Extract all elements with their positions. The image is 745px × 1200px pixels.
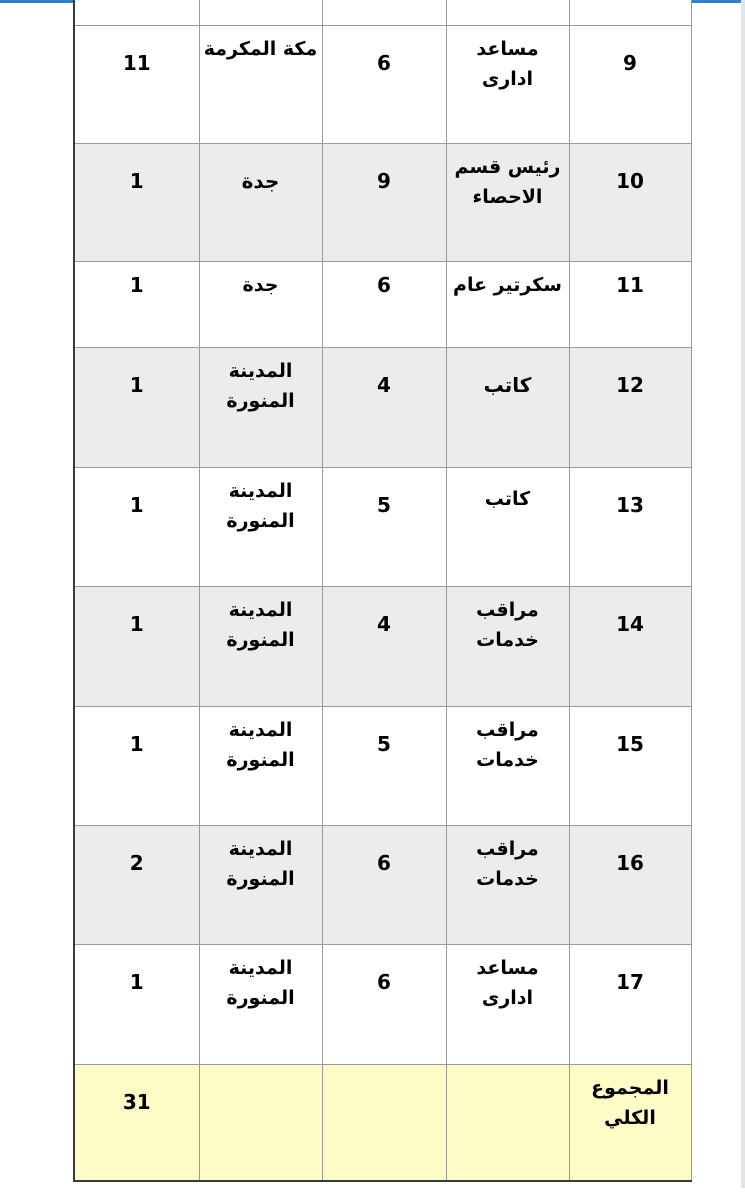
city-cell: المدينة المنورة	[199, 707, 322, 826]
count-cell: 2	[74, 826, 199, 945]
count-cell: 1	[74, 707, 199, 826]
table-row	[74, 144, 691, 262]
table-row	[74, 826, 691, 945]
count-cell: 1	[74, 348, 199, 468]
table-cell	[446, 0, 569, 26]
page-bottom-margin	[0, 1188, 745, 1200]
city-cell: المدينة المنورة	[199, 945, 322, 1065]
job-title-cell: كاتب	[446, 468, 569, 587]
grade-cell: 5	[322, 707, 446, 826]
table-row	[74, 468, 691, 587]
table-cell	[322, 0, 446, 26]
table-row	[74, 945, 691, 1065]
job-title-cell: مساعد ادارى	[446, 26, 569, 144]
job-title-cell: سكرتير عام	[446, 262, 569, 348]
city-cell: جدة	[199, 262, 322, 348]
grade-cell: 9	[322, 144, 446, 262]
scroll-edge	[741, 0, 745, 1200]
grade-cell: 4	[322, 587, 446, 707]
grade-cell: 5	[322, 468, 446, 587]
grade-cell: 6	[322, 945, 446, 1065]
table-cell	[446, 1065, 569, 1181]
table-row-partial	[74, 0, 691, 26]
table-row	[74, 26, 691, 144]
count-cell: 1	[74, 144, 199, 262]
grade-cell: 6	[322, 262, 446, 348]
grade-cell: 6	[322, 26, 446, 144]
job-title-cell: رئيس قسم الاحصاء	[446, 144, 569, 262]
row-number-cell: 9	[569, 26, 691, 144]
count-cell: 1	[74, 262, 199, 348]
job-title-cell: مراقب خدمات	[446, 707, 569, 826]
table-cell	[199, 1065, 322, 1181]
table-cell	[199, 0, 322, 26]
table-cell	[322, 1065, 446, 1181]
job-title-cell: مساعد ادارى	[446, 945, 569, 1065]
total-value-cell: 31	[74, 1065, 199, 1181]
row-number-cell: 11	[569, 262, 691, 348]
row-number-cell: 14	[569, 587, 691, 707]
jobs-table	[73, 0, 692, 1182]
city-cell: المدينة المنورة	[199, 348, 322, 468]
row-number-cell: 12	[569, 348, 691, 468]
table-row	[74, 348, 691, 468]
grade-cell: 6	[322, 826, 446, 945]
total-row	[74, 1065, 691, 1181]
count-cell: 1	[74, 468, 199, 587]
city-cell: المدينة المنورة	[199, 587, 322, 707]
row-number-cell: 16	[569, 826, 691, 945]
table-cell	[74, 0, 199, 26]
table-row	[74, 262, 691, 348]
city-cell: مكة المكرمة	[199, 26, 322, 144]
table-cell	[569, 0, 691, 26]
row-number-cell: 15	[569, 707, 691, 826]
table-row	[74, 587, 691, 707]
city-cell: جدة	[199, 144, 322, 262]
table-row	[74, 707, 691, 826]
count-cell: 1	[74, 587, 199, 707]
row-number-cell: 10	[569, 144, 691, 262]
city-cell: المدينة المنورة	[199, 826, 322, 945]
count-cell: 1	[74, 945, 199, 1065]
row-number-cell: 13	[569, 468, 691, 587]
row-number-cell: 17	[569, 945, 691, 1065]
city-cell: المدينة المنورة	[199, 468, 322, 587]
total-label-cell: المجموع الكلي	[569, 1065, 691, 1181]
job-title-cell: مراقب خدمات	[446, 587, 569, 707]
count-cell: 11	[74, 26, 199, 144]
grade-cell: 4	[322, 348, 446, 468]
job-title-cell: كاتب	[446, 348, 569, 468]
job-title-cell: مراقب خدمات	[446, 826, 569, 945]
